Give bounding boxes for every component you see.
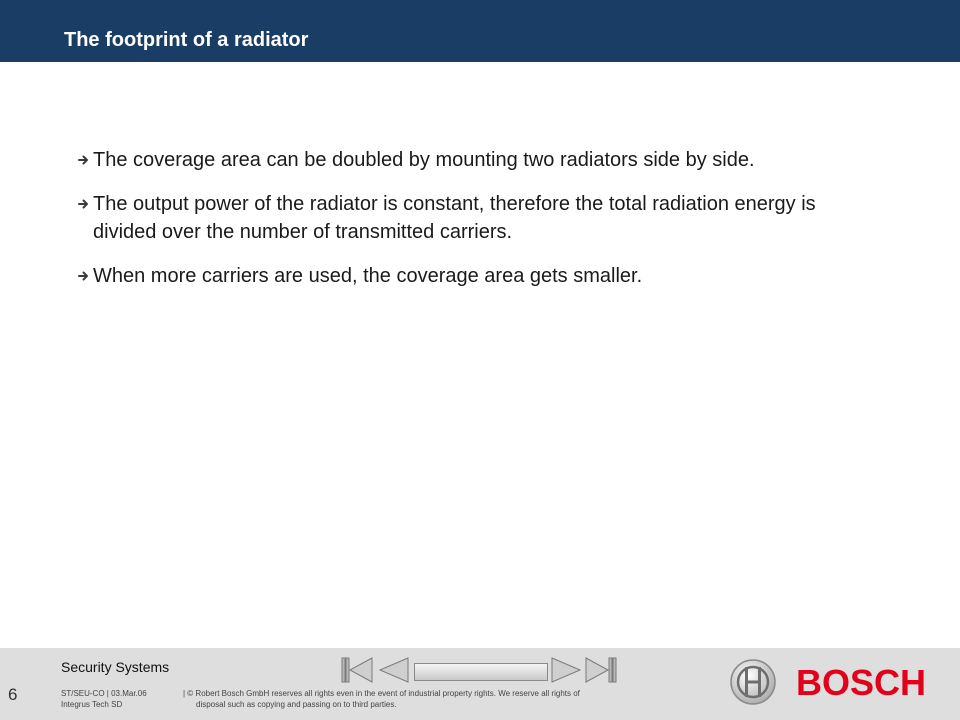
bullet-list xyxy=(80,146,860,306)
page-number: 6 xyxy=(8,685,18,704)
list-item xyxy=(80,146,860,174)
arrow-right-icon xyxy=(78,270,90,282)
list-item xyxy=(80,262,860,290)
bosch-armature-logo-icon xyxy=(729,658,777,706)
slide-header xyxy=(0,0,960,62)
legal-notice xyxy=(183,688,663,710)
slide-footer xyxy=(0,648,960,720)
meta-line: ST/SEU-CO | 03.Mar.06 xyxy=(61,689,147,698)
section-label: Security Systems xyxy=(61,659,170,675)
footer-meta xyxy=(61,688,147,710)
last-slide-icon[interactable] xyxy=(585,656,618,684)
bullet-text: The output power of the radiator is constant, therefore the total radiation energy is divided over the number of transmitted carriers. xyxy=(93,193,816,243)
meta-line: Integrus Tech SD xyxy=(61,700,123,709)
legal-line: disposal such as copying and passing on to third parties. xyxy=(196,700,397,709)
next-slide-icon[interactable] xyxy=(551,656,581,684)
slide-scrollbar[interactable] xyxy=(414,663,548,681)
slide-title: The footprint of a radiator xyxy=(64,29,309,51)
previous-slide-icon[interactable] xyxy=(379,656,409,684)
list-item xyxy=(80,190,860,246)
bullet-text: The coverage area can be doubled by mounting two radiators side by side. xyxy=(93,149,755,171)
scrollbar-thumb[interactable] xyxy=(415,664,547,680)
first-slide-icon[interactable] xyxy=(341,656,373,684)
arrow-right-icon xyxy=(78,198,90,210)
bullet-text: When more carriers are used, the coverage area gets smaller. xyxy=(93,265,643,287)
bosch-wordmark: BOSCH xyxy=(796,662,927,703)
legal-line: | © Robert Bosch GmbH reserves all rights even in the event of industrial property rights. We reserve all rights of xyxy=(183,689,580,698)
arrow-right-icon xyxy=(78,154,90,166)
